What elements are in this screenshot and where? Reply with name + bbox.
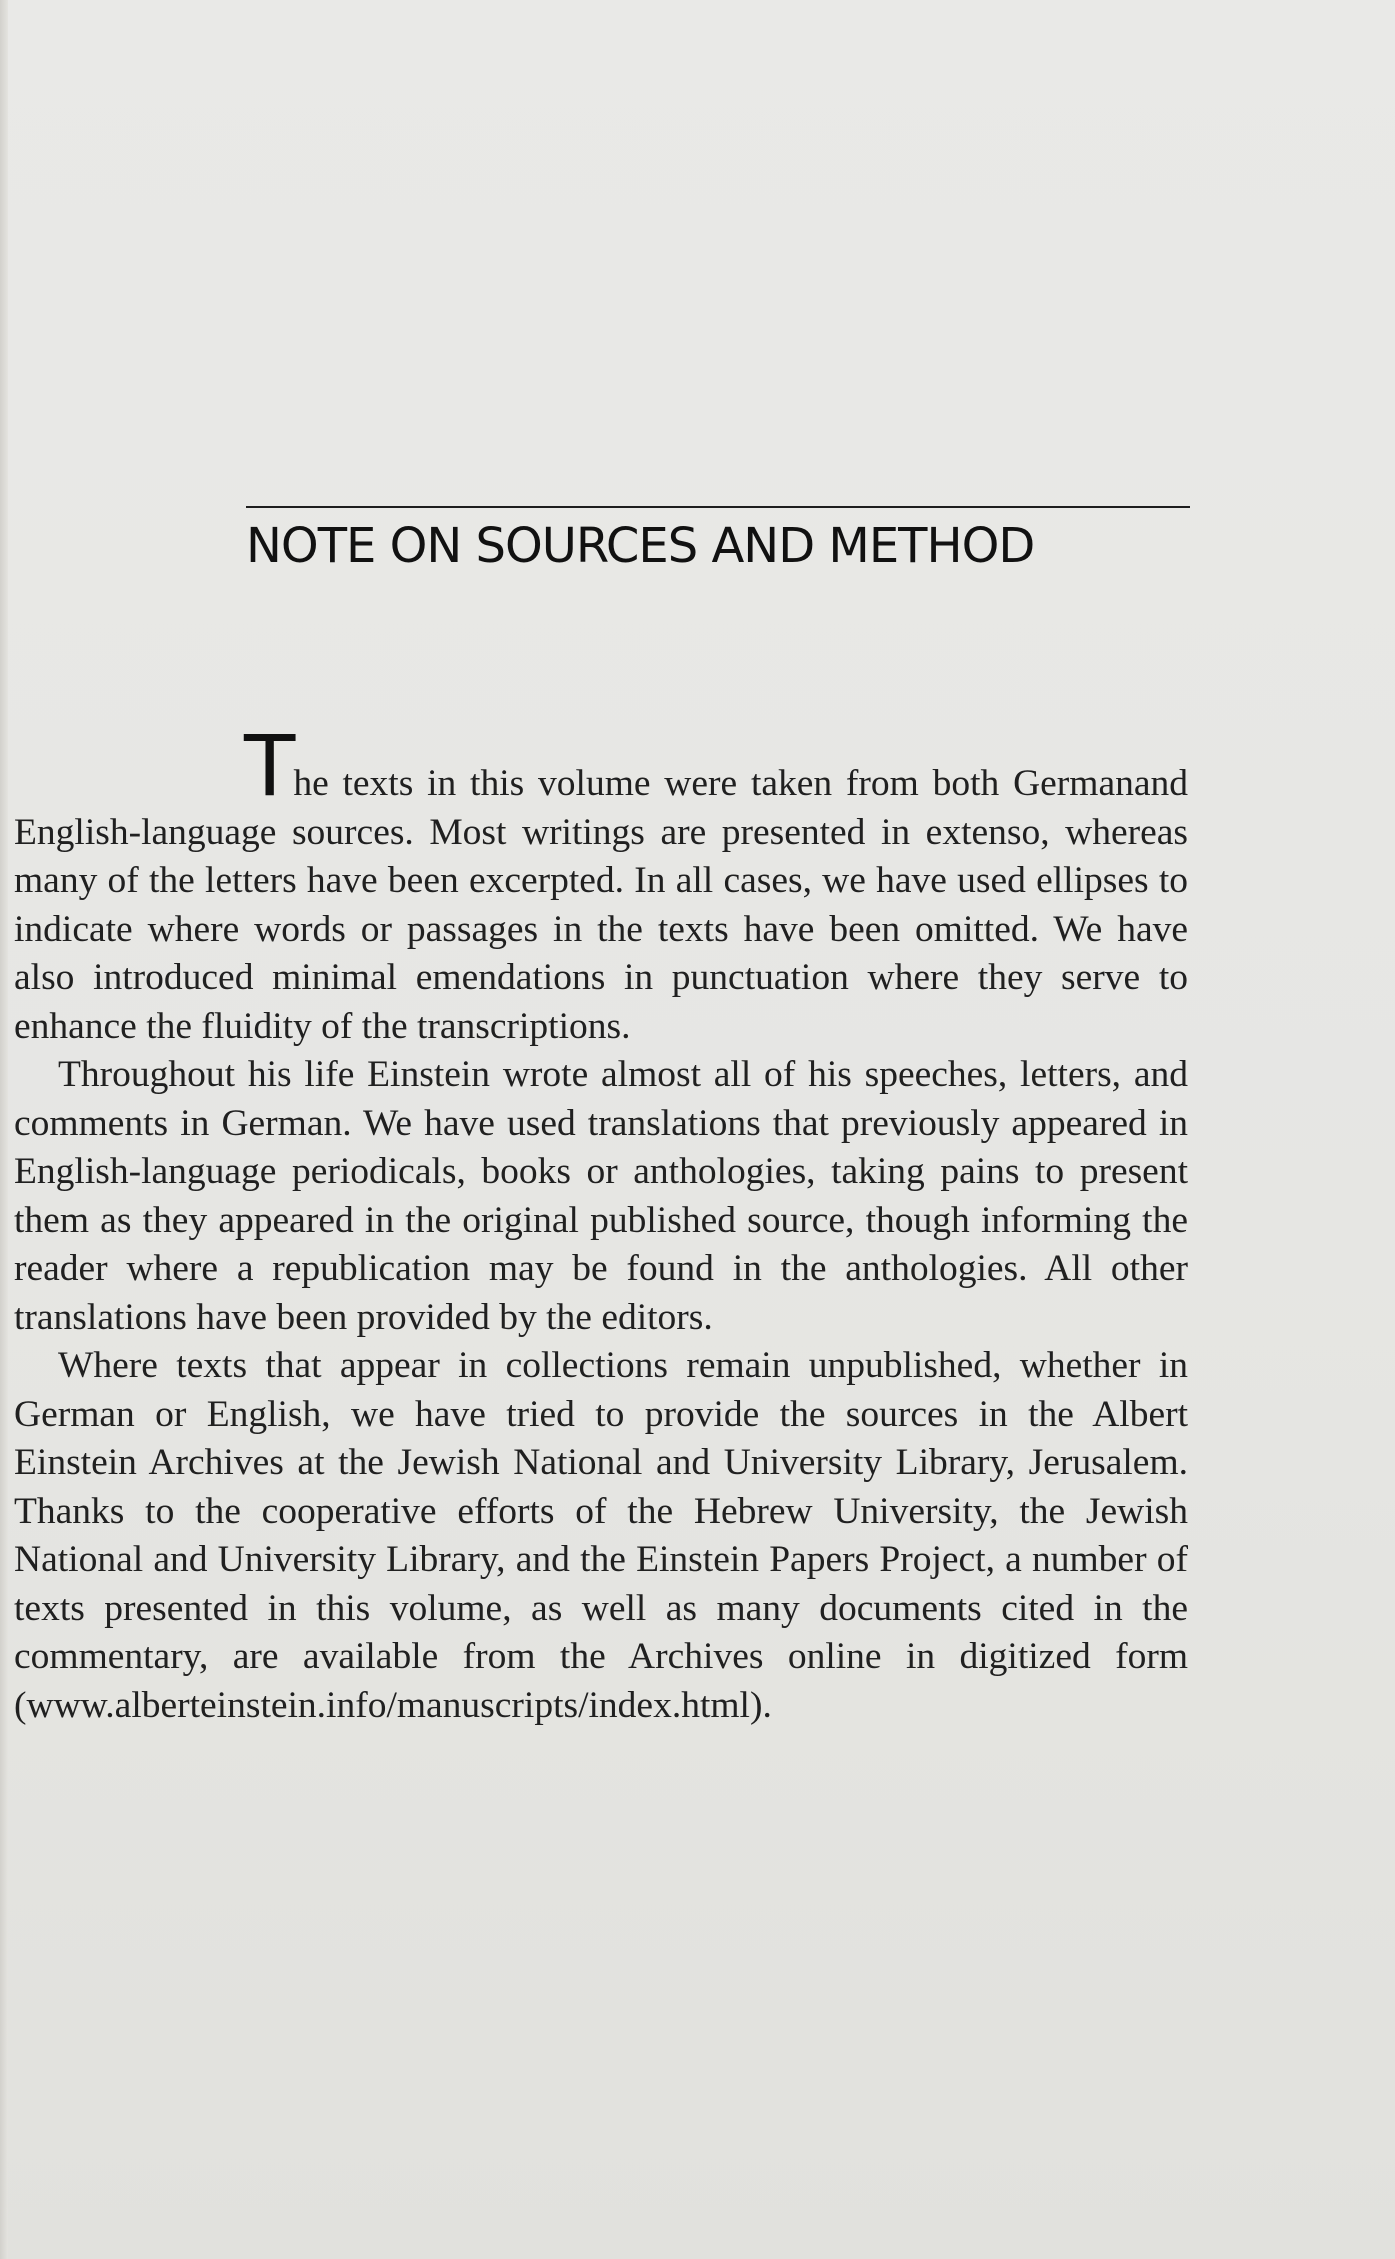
drop-cap: T <box>244 717 296 815</box>
paragraph-1-text: he texts in this volume were taken from both Germanand English-language sources. Most writings are presented in extenso, whereas many of the letters have been excerpted. In all cases, we have used ellipses to indicate where words or passages in the texts have been omitted. We have also introduced minimal emendations in punctuation where they serve to enhance the fluidity of the transcriptions. <box>14 763 1188 1047</box>
paragraph-3: Where texts that appear in collections remain unpublished, whether in German or English, we have tried to provide the sources in the Albert Einstein Archives at the Jewish National and University Library, Jerusalem. Thanks to the cooperative efforts of the Hebrew University, the Jewish National and University Library, and the Einstein Papers Project, a number of texts presented in this volume, as well as many documents cited in the commentary, are available from the Archives online in digitized form (www.alberteinstein.info/manuscripts/index.html). <box>14 1345 1188 1726</box>
paragraph-2: Throughout his life Einstein wrote almost all of his speeches, letters, and comments in German. We have used translations that previously appeared in English-language periodicals, books or anthologies, taking pains to present them as they appeared in the original published source, though informing the reader where a republication may be found in the anthologies. All other translations have been provided by the editors. <box>14 1054 1188 1338</box>
section-title: NOTE ON SOURCES AND METHOD <box>246 518 1035 574</box>
heading-rule <box>246 506 1190 508</box>
paragraph-1 <box>14 717 1188 1051</box>
page-edge-shadow <box>0 0 8 2259</box>
body-text <box>14 717 1188 1730</box>
